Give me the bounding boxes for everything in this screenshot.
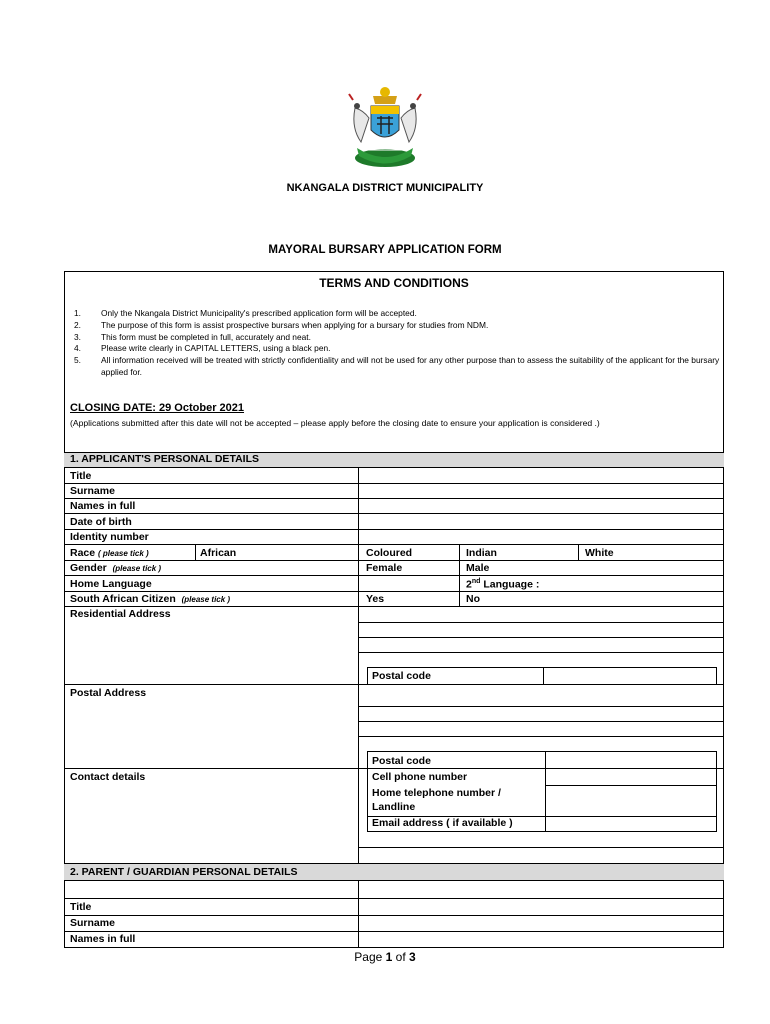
terms-item: 1. Only the Nkangala District Municipality's prescribed application form will be accepted.	[74, 308, 417, 318]
label-home-language: Home Language	[70, 578, 152, 590]
label-postal-code: Postal code	[372, 755, 431, 767]
municipality-name: NKANGALA DISTRICT MUNICIPALITY	[286, 182, 484, 194]
citizen-option-no[interactable]: No	[466, 593, 480, 605]
label-postal-address: Postal Address	[70, 687, 147, 699]
label-second-language: 2nd Language :	[466, 578, 540, 591]
terms-title: TERMS AND CONDITIONS	[319, 276, 469, 290]
label-names: Names in full	[70, 500, 136, 512]
page-number: Page 1 of 3	[354, 950, 416, 964]
label-home-telephone: Home telephone number /	[372, 787, 501, 799]
terms-item: 5. All information received will be treated with strictly confidentiality and will not be used for any other purpose than to assess the suitability of the applicant for the bursary applied for.	[74, 355, 720, 377]
form-title: MAYORAL BURSARY APPLICATION FORM	[268, 244, 502, 256]
label-surname: Surname	[70, 485, 115, 497]
terms-item: 2. The purpose of this form is assist prospective bursars when applying for a bursary for studies from NDM.	[74, 319, 489, 330]
section-2-heading: 2. PARENT / GUARDIAN PERSONAL DETAILS	[64, 863, 724, 881]
terms-item: 4. Please write clearly in CAPITAL LETTERS, using a black pen.	[74, 343, 331, 354]
race-option-indian[interactable]: Indian	[466, 547, 497, 559]
municipality-coat-of-arms	[335, 78, 435, 170]
label-dob: Date of birth	[70, 516, 132, 528]
label-gender: Gender (please tick )	[70, 562, 162, 574]
label-residential-address: Residential Address	[70, 608, 171, 620]
label-email: Email address ( if available )	[372, 817, 513, 829]
label-id-number: Identity number	[70, 531, 149, 543]
label-guardian-names: Names in full	[70, 933, 136, 945]
label-guardian-surname: Surname	[70, 917, 115, 929]
label-sa-citizen: South African Citizen (please tick )	[70, 593, 231, 605]
label-guardian-title: Title	[70, 901, 92, 913]
gender-option-female[interactable]: Female	[366, 562, 403, 574]
gender-option-male[interactable]: Male	[466, 562, 490, 574]
label-landline: Landline	[372, 801, 416, 813]
section-1-heading: 1. APPLICANT'S PERSONAL DETAILS	[64, 452, 724, 468]
race-option-african[interactable]: African	[200, 547, 237, 559]
label-title: Title	[70, 470, 92, 482]
closing-date: CLOSING DATE: 29 October 2021	[70, 402, 245, 414]
race-option-coloured[interactable]: Coloured	[366, 547, 413, 559]
citizen-option-yes[interactable]: Yes	[366, 593, 385, 605]
label-contact-details: Contact details	[70, 771, 146, 783]
terms-item: 3. This form must be completed in full, accurately and neat.	[74, 331, 311, 342]
closing-note: (Applications submitted after this date will not be accepted – please apply before the closing date to ensure your application is considered .)	[70, 418, 600, 428]
race-option-white[interactable]: White	[585, 547, 614, 559]
terms-list	[74, 308, 720, 379]
label-residential-postal-code: Postal code	[372, 670, 431, 682]
label-cell-phone: Cell phone number	[372, 771, 468, 783]
label-race: Race ( please tick )	[70, 547, 149, 559]
